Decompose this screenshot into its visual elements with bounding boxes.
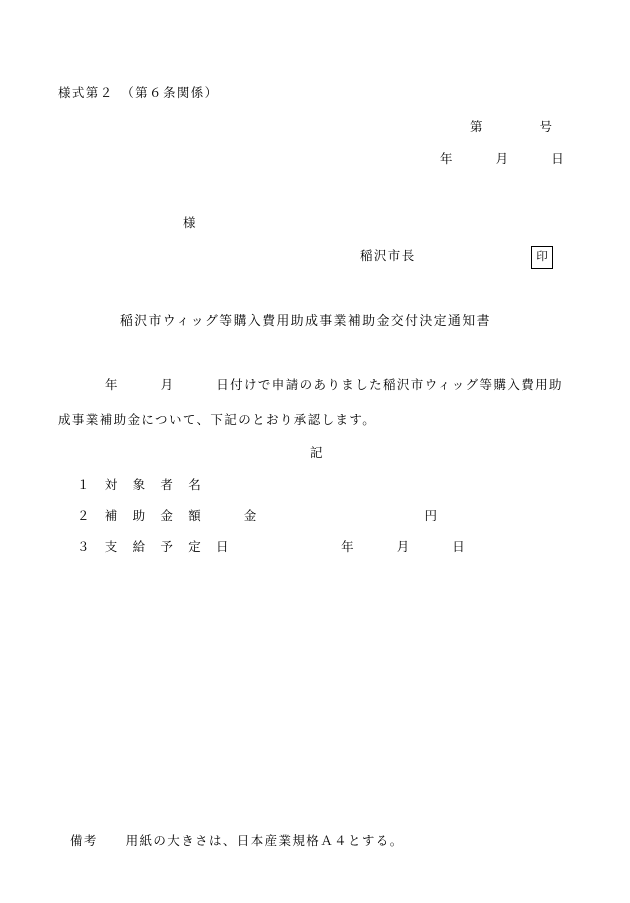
ki-heading: 記 [310, 446, 324, 460]
body-text-line-2: 成事業補助金について、下記のとおり承認します。 [58, 413, 377, 427]
list-item: ２ 補 助 金 額 金 円 [77, 509, 439, 523]
addressee-line: 様 [183, 216, 197, 230]
form-number: 様式第２ （第６条関係） [58, 86, 219, 100]
body-text-line-1: 年 月 日付けで申請のありました稲沢市ウィッグ等購入費用助 [105, 378, 563, 392]
list-item: １ 対 象 者 名 [77, 478, 203, 492]
document-date-line: 年 月 日 [440, 152, 566, 166]
seal-stamp-box: 印 [531, 246, 553, 269]
list-item: ３ 支 給 予 定 日 年 月 日 [77, 540, 467, 554]
document-title: 稲沢市ウィッグ等購入費用助成事業補助金交付決定通知書 [120, 314, 491, 328]
footer-note: 備考 用紙の大きさは、日本産業規格Ａ４とする。 [70, 834, 404, 848]
issuer-name: 稲沢市長 [360, 249, 416, 263]
document-number-line: 第 号 [470, 120, 554, 134]
